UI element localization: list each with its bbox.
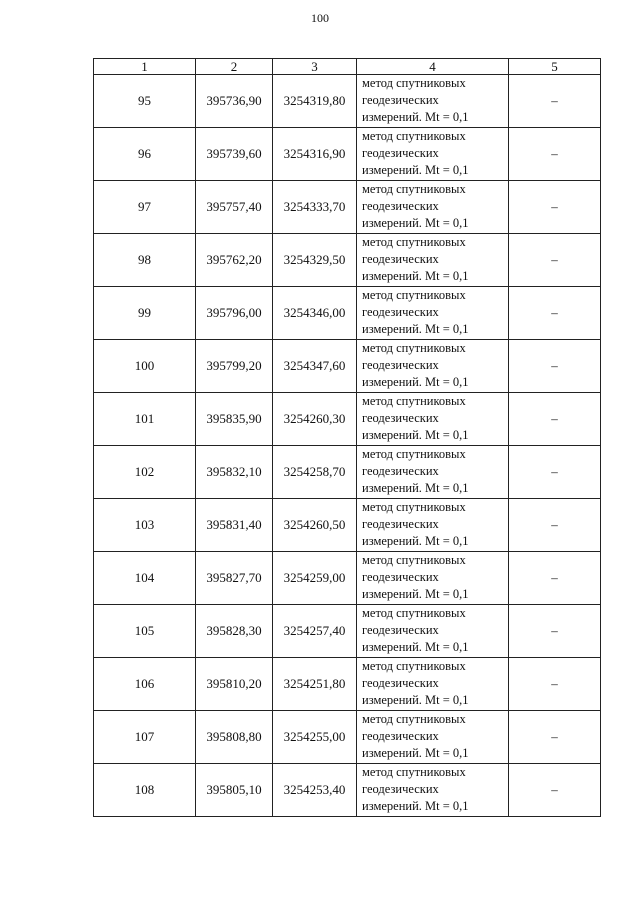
table-row xyxy=(94,605,601,658)
x-coordinate-cell: 395832,10 xyxy=(196,446,273,499)
table-header-row xyxy=(94,59,601,75)
col5-cell: – xyxy=(509,605,601,658)
method-line: измерений. Mt = 0,1 xyxy=(362,216,469,230)
method-line: геодезических xyxy=(362,411,439,425)
point-number-cell: 106 xyxy=(94,658,196,711)
x-coordinate-cell: 395799,20 xyxy=(196,340,273,393)
y-coordinate-cell: 3254259,00 xyxy=(273,552,357,605)
table-row xyxy=(94,552,601,605)
y-coordinate-cell: 3254333,70 xyxy=(273,181,357,234)
y-coordinate-cell: 3254347,60 xyxy=(273,340,357,393)
method-line: геодезических xyxy=(362,464,439,478)
method-cell xyxy=(357,764,509,817)
method-line: измерений. Mt = 0,1 xyxy=(362,640,469,654)
y-coordinate-cell: 3254260,50 xyxy=(273,499,357,552)
method-line: измерений. Mt = 0,1 xyxy=(362,746,469,760)
method-cell xyxy=(357,499,509,552)
point-number-cell: 96 xyxy=(94,128,196,181)
method-line: метод спутниковых xyxy=(362,712,466,726)
point-number-cell: 98 xyxy=(94,234,196,287)
y-coordinate-cell: 3254251,80 xyxy=(273,658,357,711)
y-coordinate-cell: 3254329,50 xyxy=(273,234,357,287)
table-row xyxy=(94,181,601,234)
method-cell xyxy=(357,128,509,181)
method-cell xyxy=(357,658,509,711)
x-coordinate-cell: 395828,30 xyxy=(196,605,273,658)
method-line: геодезических xyxy=(362,305,439,319)
x-coordinate-cell: 395762,20 xyxy=(196,234,273,287)
method-line: измерений. Mt = 0,1 xyxy=(362,799,469,813)
x-coordinate-cell: 395831,40 xyxy=(196,499,273,552)
table-row xyxy=(94,128,601,181)
table-row xyxy=(94,75,601,128)
col5-cell: – xyxy=(509,234,601,287)
point-number-cell: 103 xyxy=(94,499,196,552)
point-number-cell: 100 xyxy=(94,340,196,393)
point-number-cell: 108 xyxy=(94,764,196,817)
table-body xyxy=(94,75,601,817)
page-number: 100 xyxy=(311,11,329,25)
method-line: метод спутниковых xyxy=(362,553,466,567)
method-line: геодезических xyxy=(362,93,439,107)
y-coordinate-cell: 3254260,30 xyxy=(273,393,357,446)
method-line: измерений. Mt = 0,1 xyxy=(362,481,469,495)
table-row xyxy=(94,340,601,393)
y-coordinate-cell: 3254319,80 xyxy=(273,75,357,128)
method-line: метод спутниковых xyxy=(362,394,466,408)
x-coordinate-cell: 395835,90 xyxy=(196,393,273,446)
x-coordinate-cell: 395757,40 xyxy=(196,181,273,234)
x-coordinate-cell: 395805,10 xyxy=(196,764,273,817)
col5-cell: – xyxy=(509,393,601,446)
col5-cell: – xyxy=(509,764,601,817)
col5-cell: – xyxy=(509,75,601,128)
point-number-cell: 102 xyxy=(94,446,196,499)
point-number-cell: 95 xyxy=(94,75,196,128)
table-row xyxy=(94,234,601,287)
method-cell xyxy=(357,393,509,446)
method-line: измерений. Mt = 0,1 xyxy=(362,110,469,124)
method-line: метод спутниковых xyxy=(362,129,466,143)
method-line: измерений. Mt = 0,1 xyxy=(362,428,469,442)
method-cell xyxy=(357,181,509,234)
method-line: геодезических xyxy=(362,252,439,266)
method-line: измерений. Mt = 0,1 xyxy=(362,375,469,389)
method-line: метод спутниковых xyxy=(362,182,466,196)
method-cell xyxy=(357,605,509,658)
table-row xyxy=(94,446,601,499)
x-coordinate-cell: 395810,20 xyxy=(196,658,273,711)
method-line: геодезических xyxy=(362,729,439,743)
method-line: метод спутниковых xyxy=(362,235,466,249)
header-col-4: 4 xyxy=(357,59,509,75)
table-row xyxy=(94,287,601,340)
y-coordinate-cell: 3254316,90 xyxy=(273,128,357,181)
method-cell xyxy=(357,711,509,764)
method-line: метод спутниковых xyxy=(362,659,466,673)
point-number-cell: 99 xyxy=(94,287,196,340)
method-line: измерений. Mt = 0,1 xyxy=(362,163,469,177)
method-line: метод спутниковых xyxy=(362,76,466,90)
col5-cell: – xyxy=(509,658,601,711)
point-number-cell: 105 xyxy=(94,605,196,658)
method-line: геодезических xyxy=(362,358,439,372)
point-number-cell: 104 xyxy=(94,552,196,605)
col5-cell: – xyxy=(509,128,601,181)
method-line: геодезических xyxy=(362,517,439,531)
method-line: геодезических xyxy=(362,570,439,584)
x-coordinate-cell: 395739,60 xyxy=(196,128,273,181)
x-coordinate-cell: 395796,00 xyxy=(196,287,273,340)
method-line: геодезических xyxy=(362,623,439,637)
col5-cell: – xyxy=(509,446,601,499)
method-line: метод спутниковых xyxy=(362,447,466,461)
point-number-cell: 97 xyxy=(94,181,196,234)
method-line: геодезических xyxy=(362,782,439,796)
y-coordinate-cell: 3254258,70 xyxy=(273,446,357,499)
method-cell xyxy=(357,287,509,340)
method-line: измерений. Mt = 0,1 xyxy=(362,693,469,707)
header-col-3: 3 xyxy=(273,59,357,75)
col5-cell: – xyxy=(509,287,601,340)
y-coordinate-cell: 3254346,00 xyxy=(273,287,357,340)
y-coordinate-cell: 3254255,00 xyxy=(273,711,357,764)
col5-cell: – xyxy=(509,552,601,605)
method-cell xyxy=(357,446,509,499)
x-coordinate-cell: 395808,80 xyxy=(196,711,273,764)
method-line: измерений. Mt = 0,1 xyxy=(362,534,469,548)
method-cell xyxy=(357,552,509,605)
x-coordinate-cell: 395736,90 xyxy=(196,75,273,128)
col5-cell: – xyxy=(509,711,601,764)
table-row xyxy=(94,764,601,817)
col5-cell: – xyxy=(509,340,601,393)
x-coordinate-cell: 395827,70 xyxy=(196,552,273,605)
table-row xyxy=(94,393,601,446)
method-line: измерений. Mt = 0,1 xyxy=(362,269,469,283)
method-cell xyxy=(357,340,509,393)
method-cell xyxy=(357,234,509,287)
header-col-1: 1 xyxy=(94,59,196,75)
method-line: метод спутниковых xyxy=(362,341,466,355)
method-line: метод спутниковых xyxy=(362,765,466,779)
method-line: метод спутниковых xyxy=(362,606,466,620)
method-line: измерений. Mt = 0,1 xyxy=(362,322,469,336)
table-row xyxy=(94,711,601,764)
method-line: геодезических xyxy=(362,199,439,213)
method-cell xyxy=(357,75,509,128)
col5-cell: – xyxy=(509,499,601,552)
method-line: метод спутниковых xyxy=(362,500,466,514)
table-row xyxy=(94,499,601,552)
point-number-cell: 101 xyxy=(94,393,196,446)
method-line: метод спутниковых xyxy=(362,288,466,302)
y-coordinate-cell: 3254253,40 xyxy=(273,764,357,817)
y-coordinate-cell: 3254257,40 xyxy=(273,605,357,658)
coordinates-table xyxy=(93,58,601,817)
method-line: геодезических xyxy=(362,676,439,690)
point-number-cell: 107 xyxy=(94,711,196,764)
table-row xyxy=(94,658,601,711)
method-line: измерений. Mt = 0,1 xyxy=(362,587,469,601)
header-col-2: 2 xyxy=(196,59,273,75)
method-line: геодезических xyxy=(362,146,439,160)
col5-cell: – xyxy=(509,181,601,234)
header-col-5: 5 xyxy=(509,59,601,75)
